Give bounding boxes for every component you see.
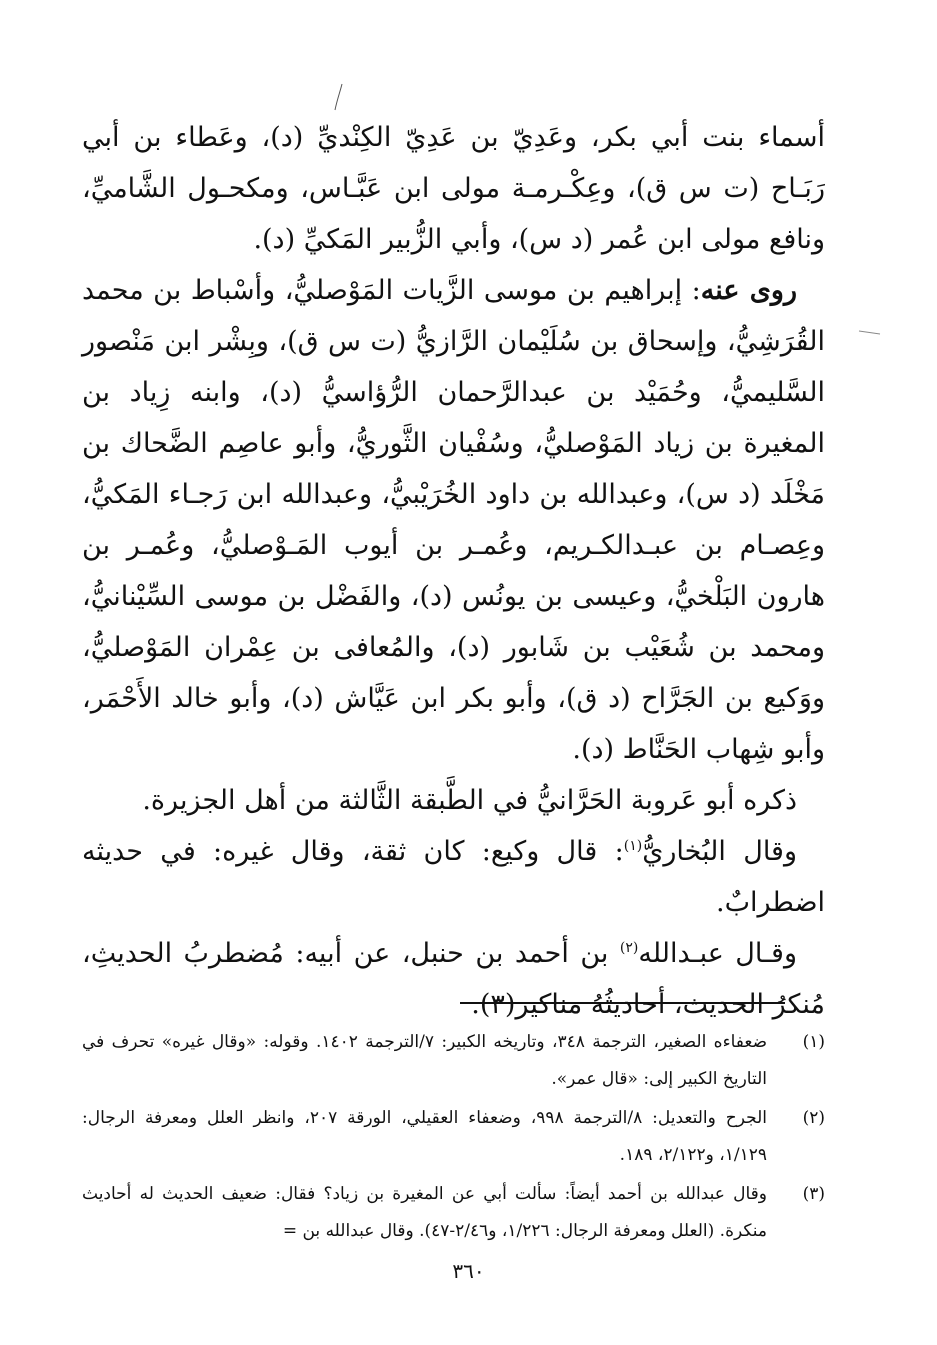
footnote-text: الجرح والتعديل: ٨/الترجمة ٩٩٨، وضعفاء العقيلي، الورقة ٢٠٧، وانظر العلل ومعرفة الرجال: ١/١٢٩، و٢/١٢٢، ١٨٩. [82,1108,767,1165]
scan-speck-mark [333,82,351,112]
footnote-item [82,1024,825,1098]
paragraph-text-cont: بن أحمد بن حنبل، عن أبيه: مُضطربُ الحديثِ، مُنكرُ الحديث، أحاديثُهُ مناكير(٣). [82,938,825,1020]
footnote-number: (٢) [802,1108,825,1128]
page-number: ٣٦٠ [452,1259,485,1283]
paragraph-text: أسماء بنت أبي بكر، وعَدِيّ بن عَدِيّ الكِنْديِّ (د)، وعَطاء بن أبي رَبَـاح (ت س ق)، وعِكْـرمـة مولى ابن عَبَّـاس، ومكحـول الشَّاميِّ، ونافع مولى ابن عُمر (د س)، وأبي الزُّبير المَكيِّ (د). [82,122,825,255]
paragraph-teachers [82,112,825,265]
footnote-item [82,1176,825,1250]
footnote-number: (٣) [802,1184,825,1204]
footnote-text: ضعفاءه الصغير، الترجمة ٣٤٨، وتاريخه الكبير: ٧/الترجمة ١٤٠٢. وقوله: «وقال غيره» تحرف في التاريخ الكبير إلى: «قال عمر». [82,1032,767,1089]
paragraph-text: : إبراهيم بن موسى الزَّيات المَوْصليُّ، وأسْباط بن محمد القُرَشِيُّ، وإسحاق بن سُلَيْمان الرَّازيُّ (ت س ق)، وبِشْر ابن مَنْصور السَّليميُّ، وحُمَيْد بن عبدالرَّحمان الرُّؤاسيُّ (د)، وابنه زِياد بن المغيرة بن زياد المَوْصليُّ، وسُفْيان الثَّوريُّ، وأبو عاصِم الضَّحاك بن مَخْلَد (د س)، وعبدالله بن داود الخُرَيْبيُّ، وعبدالله ابن رَجـاء المَكيُّ، وعِصـام بن عبـدالكـريم، وعُمـر بن أيوب المَـوْصليُّ، وعُمـر بن هارون البَلْخيُّ، وعيسى بن يونُس (د)، والفَضْل بن موسى السِّيْنانيُّ، ومحمد بن شُعَيْب بن شَابور (د)، والمُعافى بن عِمْران المَوْصليُّ، ووَكيع بن الجَرَّاح (د ق)، وأبو بكر ابن عَيَّاش (د)، وأبو خالد الأَحْمَر، وأبو شِهاب الحَنَّاط (د). [82,275,825,765]
paragraph-text: وقـال عبـدالله [638,938,798,969]
scan-edge-mark [858,327,882,337]
footnote-divider [460,1002,785,1004]
footnotes [82,1024,825,1252]
footnote-text: وقال عبدالله بن أحمد أيضاً: سألت أبي عن المغيرة بن زياد؟ فقال: ضعيف الحديث له أحاديث منكرة. (العلل ومعرفة الرجال: ١/٢٢٦، و٢/٤٦-٤٧). وقال عبدالله بن = [82,1184,767,1241]
section-lead: روى عنه [700,275,797,306]
footnote-item [82,1100,825,1174]
paragraph-abdallah [82,928,825,1030]
paragraph-text: ذكره أبو عَروبة الحَرَّانيُّ في الطَّبقة الثَّالثة من أهل الجزيرة. [142,785,797,816]
paragraph-text-cont: : قال وكيع: كان ثقة، وقال غيره: في حديثه اضطرابٌ. [82,836,825,918]
footnote-ref[interactable]: (١) [623,838,643,854]
paragraph-bukhari [82,826,825,928]
footnote-ref[interactable]: (٢) [619,940,639,956]
footnote-number: (١) [802,1032,825,1052]
paragraph-abu-aruba [82,775,825,826]
main-text [82,112,825,1030]
paragraph-students [82,265,825,775]
paragraph-text: وقال البُخاريُّ [642,836,797,867]
